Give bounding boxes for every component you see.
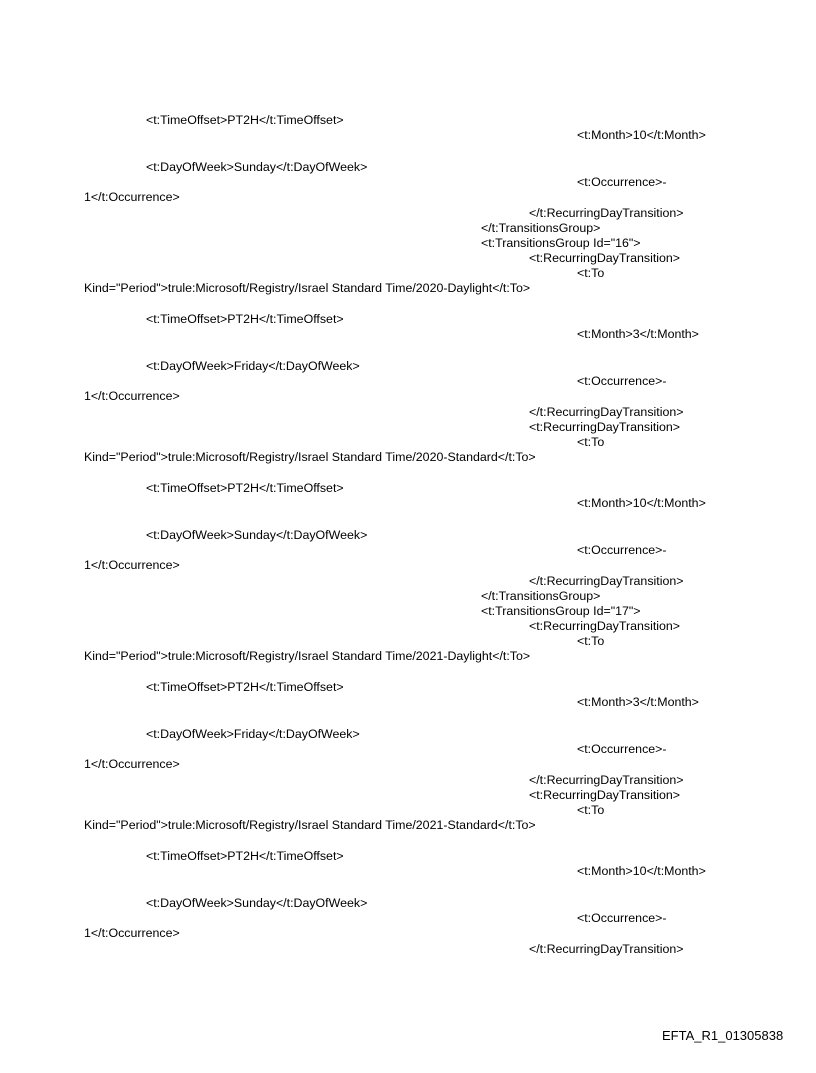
xml-line: Kind="Period">trule:Microsoft/Registry/Israel Standard Time/2021-Daylight</t:To> (84, 649, 531, 663)
xml-line: </t:RecurringDayTransition> (529, 574, 684, 588)
xml-line: </t:TransitionsGroup> (481, 221, 601, 235)
xml-line: <t:TransitionsGroup Id="16"> (481, 236, 641, 250)
xml-line: </t:RecurringDayTransition> (529, 942, 684, 956)
xml-line: <t:DayOfWeek>Sunday</t:DayOfWeek> (146, 528, 368, 542)
xml-line: Kind="Period">trule:Microsoft/Registry/Israel Standard Time/2021-Standard</t:To> (84, 818, 536, 832)
xml-line: <t:TimeOffset>PT2H</t:TimeOffset> (146, 312, 344, 326)
xml-line: <t:Occurrence>- (577, 742, 667, 756)
xml-line: 1</t:Occurrence> (84, 757, 180, 771)
xml-line: </t:RecurringDayTransition> (529, 773, 684, 787)
xml-line: 1</t:Occurrence> (84, 926, 180, 940)
xml-line: <t:Occurrence>- (577, 374, 667, 388)
xml-line: <t:RecurringDayTransition> (529, 251, 681, 265)
xml-line: 1</t:Occurrence> (84, 558, 180, 572)
xml-line: </t:TransitionsGroup> (481, 589, 601, 603)
xml-line: <t:TransitionsGroup Id="17"> (481, 604, 641, 618)
xml-line: 1</t:Occurrence> (84, 190, 180, 204)
xml-line: <t:RecurringDayTransition> (529, 788, 681, 802)
xml-line: <t:RecurringDayTransition> (529, 619, 681, 633)
xml-line: <t:Month>10</t:Month> (577, 864, 706, 878)
xml-line: <t:To (577, 634, 605, 648)
xml-line: <t:TimeOffset>PT2H</t:TimeOffset> (146, 481, 344, 495)
xml-line: <t:Month>3</t:Month> (577, 695, 699, 709)
xml-line: <t:DayOfWeek>Friday</t:DayOfWeek> (146, 727, 360, 741)
xml-line: 1</t:Occurrence> (84, 389, 180, 403)
xml-line: <t:Month>10</t:Month> (577, 128, 706, 142)
xml-line: <t:To (577, 435, 605, 449)
xml-line: <t:DayOfWeek>Sunday</t:DayOfWeek> (146, 896, 368, 910)
bates-number: EFTA_R1_01305838 (662, 1028, 784, 1043)
xml-line: <t:Month>3</t:Month> (577, 327, 699, 341)
xml-line: <t:To (577, 266, 605, 280)
xml-line: </t:RecurringDayTransition> (529, 206, 684, 220)
xml-line: <t:TimeOffset>PT2H</t:TimeOffset> (146, 680, 344, 694)
xml-line: Kind="Period">trule:Microsoft/Registry/Israel Standard Time/2020-Daylight</t:To> (84, 281, 531, 295)
xml-line: <t:To (577, 803, 605, 817)
xml-line: <t:Occurrence>- (577, 543, 667, 557)
xml-line: <t:DayOfWeek>Sunday</t:DayOfWeek> (146, 160, 368, 174)
xml-line: </t:RecurringDayTransition> (529, 405, 684, 419)
xml-line: <t:DayOfWeek>Friday</t:DayOfWeek> (146, 359, 360, 373)
xml-line: <t:RecurringDayTransition> (529, 420, 681, 434)
xml-line: <t:Occurrence>- (577, 911, 667, 925)
xml-line: <t:TimeOffset>PT2H</t:TimeOffset> (146, 113, 344, 127)
xml-line: <t:Month>10</t:Month> (577, 496, 706, 510)
xml-line: <t:TimeOffset>PT2H</t:TimeOffset> (146, 849, 344, 863)
xml-line: <t:Occurrence>- (577, 175, 667, 189)
xml-line: Kind="Period">trule:Microsoft/Registry/Israel Standard Time/2020-Standard</t:To> (84, 450, 536, 464)
